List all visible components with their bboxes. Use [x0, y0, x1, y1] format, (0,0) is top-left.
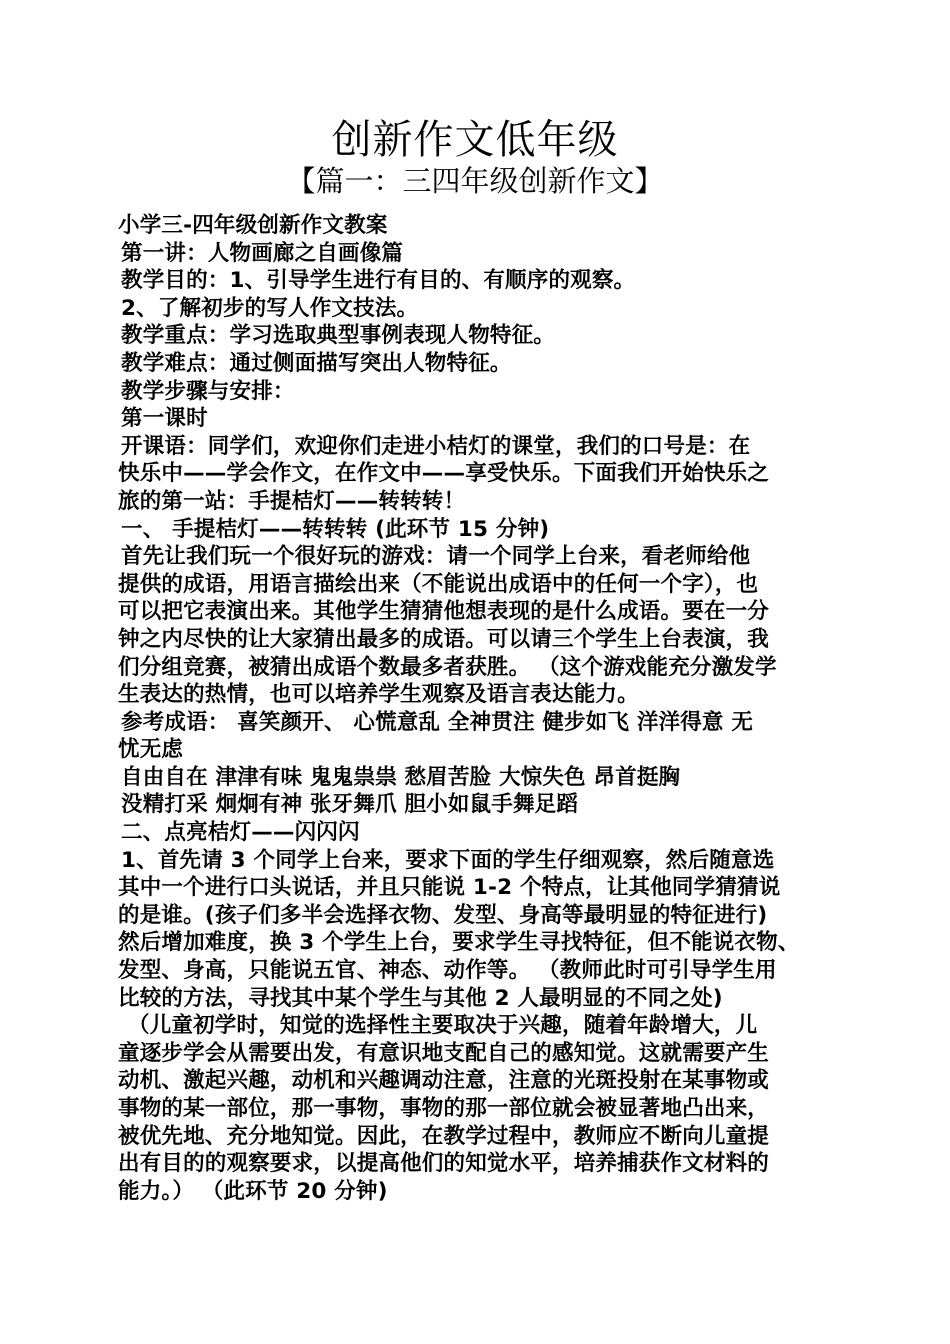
body-line: 们分组竞赛，被猜出成语个数最多者获胜。 （这个游戏能充分激发学: [118, 654, 777, 680]
body-line: 小学三-四年级创新作文教案: [118, 213, 388, 238]
body-line: （儿童初学时，知觉的选择性主要取决于兴趣，随着年龄增大，儿: [128, 1013, 758, 1039]
body-line: 忧无虑: [118, 737, 184, 763]
body-line: 教学重点：学习选取典型事例表现人物特征。: [121, 323, 556, 349]
body-line: 事物的某一部位，那一事物，事物的那一部位就会被显著地凸出来，: [118, 1096, 770, 1121]
body-line: 提供的成语，用语言描绘出来（不能说出成语中的任何一个字），也: [118, 571, 759, 597]
body-line: 第一课时: [121, 406, 208, 432]
document-subtitle: 【篇一：三四年级创新作文】: [286, 164, 664, 198]
body-line: 1、首先请 3 个同学上台来，要求下面的学生仔细观察，然后随意选: [121, 847, 775, 873]
body-line: 第一讲：人物画廊之自画像篇: [121, 240, 404, 266]
body-line: 首先让我们玩一个很好玩的游戏：请一个同学上台来，看老师给他: [121, 544, 751, 570]
body-line: 教学步骤与安排：: [121, 378, 295, 404]
body-line: 然后增加难度，换 3 个学生上台，要求学生寻找特征，但不能说衣物、: [118, 930, 800, 956]
body-line: 旅的第一站：手提桔灯——转转转！: [118, 488, 466, 514]
document-body: [118, 212, 838, 1205]
body-line: 开课语：同学们，欢迎你们走进小桔灯的课堂，我们的口号是：在: [121, 433, 751, 459]
body-line: 被优先地、充分地知觉。因此，在教学过程中，教师应不断向儿童提: [118, 1123, 770, 1149]
body-line: 比较的方法，寻找其中某个学生与其他 2 人最明显的不同之处): [118, 985, 723, 1011]
document-title: 创新作文低年级: [331, 117, 619, 163]
body-line: 动机、激起兴趣，动机和兴趣调动注意，注意的光斑投射在某事物或: [118, 1068, 770, 1094]
body-line: 的是谁。(孩子们多半会选择衣物、发型、身高等最明显的特征进行): [118, 902, 768, 928]
body-line: 教学难点：通过侧面描写突出人物特征。: [121, 350, 512, 376]
body-line: 可以把它表演出来。其他学生猜猜他想表现的是什么成语。要在一分: [118, 599, 770, 625]
body-line: 教学目的：1、引导学生进行有目的、有顺序的观察。: [121, 268, 636, 294]
body-line: 参考成语： 喜笑颜开、 心慌意乱 全神贯注 健步如飞 洋洋得意 无: [121, 709, 754, 735]
body-line: 钟之内尽快的让大家猜出最多的成语。可以请三个学生上台表演，我: [118, 626, 770, 652]
body-line: 发型、身高，只能说五官、神态、动作等。 （教师此时可引导学生用: [118, 958, 777, 984]
body-line: 其中一个进行口头说话，并且只能说 1-2 个特点，让其他同学猜猜说: [118, 875, 781, 901]
body-line: 没精打采 炯炯有神 张牙舞爪 胆小如鼠手舞足蹈: [121, 792, 579, 818]
body-line: 童逐步学会从需要出发，有意识地支配自己的感知觉。这就需要产生: [118, 1040, 770, 1066]
body-line: 二、点亮桔灯——闪闪闪: [121, 820, 360, 846]
body-line: 自由自在 津津有味 鬼鬼祟祟 愁眉苦脸 大惊失色 昂首挺胸: [121, 764, 681, 790]
body-line: 2、了解初步的写人作文技法。: [121, 295, 419, 321]
body-line: 出有目的的观察要求，以提高他们的知觉水平，培养捕获作文材料的: [118, 1151, 770, 1177]
body-line: 生表达的热情，也可以培养学生观察及语言表达能力。: [118, 682, 639, 708]
body-line: 一、 手提桔灯——转转转 (此环节 15 分钟): [121, 516, 550, 542]
body-line: 能力。） （此环节 20 分钟): [118, 1178, 388, 1204]
body-line: 快乐中——学会作文，在作文中——享受快乐。下面我们开始快乐之: [118, 461, 770, 487]
